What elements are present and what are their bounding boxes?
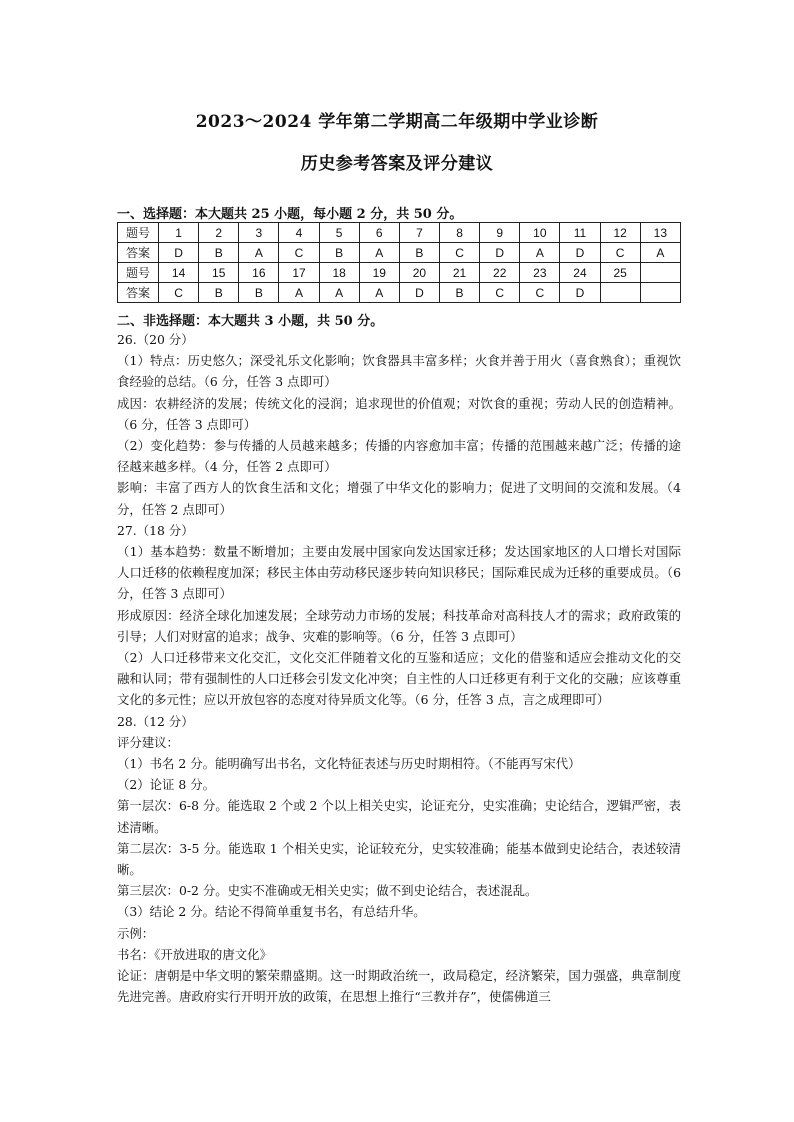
paragraph: 27.（18 分） [117,522,194,538]
table-cell [640,263,680,283]
paragraph: 28.（12 分） [117,713,194,729]
table-cell: 9 [480,223,520,243]
table-cell: A [359,243,399,263]
table-cell: C [279,243,319,263]
table-cell: 6 [359,223,399,243]
table-cell: B [199,243,239,263]
paragraph: （1）特点：历史悠久；深受礼乐文化影响；饮食器具丰富多样；火食并善于用火（喜食熟食）；重视饮食经验的总结。（6 分，任答 3 点即可） [117,353,681,390]
table-row [118,263,681,283]
table-cell: A [520,243,560,263]
table-cell: D [480,243,520,263]
paragraph: 评分建议： [117,734,179,750]
table-cell: 19 [359,263,399,283]
table-row [118,243,681,263]
paragraph: （1）基本趋势：数量不断增加；主要由发展中国家向发达国家迁移；发达国家地区的人口增长对国际人口迁移的依赖程度加深；移民主体由劳动移民逐步转向知识移民；国际难民成为迁移的重要成员。（6 分，任答 3 点即可） [117,544,681,602]
table-cell: 14 [159,263,199,283]
paragraph: 书名：《开放进取的唐文化》 [117,946,272,962]
table-cell: 10 [520,223,560,243]
table-cell: 18 [319,263,359,283]
table-cell: 20 [399,263,439,283]
table-cell: C [600,243,640,263]
paragraph: 示例： [117,925,155,941]
table-row [118,223,681,243]
table-cell: 24 [560,263,600,283]
table-cell: A [359,283,399,303]
paragraph: （2）人口迁移带来文化交汇，文化交汇伴随着文化的互鉴和适应；文化的借鉴和适应会推动文化的交融和认同；带有强制性的人口迁移会引发文化冲突；自主性的人口迁移更有利于文化的交融；应该尊重文化的多元性；应以开放包容的态度对待异质文化等。（6 分，任答 3 点，言之成理即可） [117,650,681,708]
paragraph: （2）变化趋势：参与传播的人员越来越多；传播的内容愈加丰富；传播的范围越来越广泛；传播的途径越来越多样。（4 分，任答 2 点即可） [117,438,681,475]
paragraph: 成因：农耕经济的发展；传统文化的浸润；追求现世的价值观；对饮食的重视；劳动人民的创造精神。（6 分，任答 3 点即可） [117,395,681,432]
table-cell: 15 [199,263,239,283]
table-cell: 11 [560,223,600,243]
table-cell: 7 [399,223,439,243]
row-header: 答案 [118,283,159,303]
table-cell: B [199,283,239,303]
table-cell: D [560,283,600,303]
answer-table [117,222,681,303]
paragraph: （1）书名 2 分。能明确写出书名，文化特征表述与历史时期相符。（不能再写宋代） [117,756,581,772]
table-cell: A [319,283,359,303]
table-cell: 5 [319,223,359,243]
row-header: 题号 [118,263,159,283]
table-cell: 8 [439,223,479,243]
paragraph: （2）论证 8 分。 [117,777,215,793]
table-cell: D [560,243,600,263]
paragraph: 第二层次：3-5 分。能选取 1 个相关史实，论证较充分，史实较准确；能基本做到史论结合，表述较清晰。 [117,840,681,878]
paragraph: （3）结论 2 分。结论不得简单重复书名，有总结升华。 [117,904,426,920]
table-cell: 23 [520,263,560,283]
table-cell: B [239,283,279,303]
table-cell: D [159,243,199,263]
table-cell: C [159,283,199,303]
table-cell: 21 [439,263,479,283]
answer-body [117,329,681,1008]
row-header: 答案 [118,243,159,263]
table-cell: A [279,283,319,303]
table-cell: 2 [199,223,239,243]
row-header: 题号 [118,223,159,243]
section-heading-choice: 一、选择题：本大题共 25 小题，每小题 2 分，共 50 分。 [117,207,463,222]
paragraph: 论证：唐朝是中华文明的繁荣鼎盛期。这一时期政治统一，政局稳定，经济繁荣，国力强盛，典章制度先进完善。唐政府实行开明开放的政策，在思想上推行“三教并存”，使儒佛道三 [117,968,681,1005]
table-cell: 12 [600,223,640,243]
table-cell: A [239,243,279,263]
table-cell: C [439,243,479,263]
table-cell: 22 [480,263,520,283]
document-title: 2023～2024 学年第二学期高二年级期中学业诊断 [195,112,599,132]
table-cell: 25 [600,263,640,283]
table-cell: 4 [279,223,319,243]
table-cell: B [439,283,479,303]
table-cell: 3 [239,223,279,243]
table-cell: 16 [239,263,279,283]
table-cell: A [640,243,680,263]
table-cell [600,283,640,303]
table-cell [640,283,680,303]
table-cell: 13 [640,223,680,243]
table-cell: 1 [159,223,199,243]
table-cell: C [520,283,560,303]
paragraph: 第三层次：0-2 分。史实不准确或无相关史实；做不到史论结合，表述混乱。 [117,883,538,899]
document-subtitle: 历史参考答案及评分建议 [300,154,494,174]
table-cell: C [480,283,520,303]
paragraph: 形成原因：经济全球化加速发展；全球劳动力市场的发展；科技革命对高科技人才的需求；政府政策的引导；人们对财富的追求；战争、灾难的影响等。（6 分，任答 3 点即可） [117,607,681,644]
paragraph: 第一层次：6-8 分。能选取 2 个或 2 个以上相关史实，论证充分，史实准确；史论结合，逻辑严密，表述清晰。 [117,798,681,835]
section-heading-essay: 二、非选择题：本大题共 3 小题，共 50 分。 [117,314,384,329]
table-cell: D [399,283,439,303]
paragraph: 影响：丰富了西方人的饮食生活和文化；增强了中华文化的影响力；促进了文明间的交流和发展。（4 分，任答 2 点即可） [117,480,681,517]
table-cell: B [319,243,359,263]
table-cell: 17 [279,263,319,283]
table-row [118,283,681,303]
paragraph: 26.（20 分） [117,332,194,347]
table-cell: B [399,243,439,263]
